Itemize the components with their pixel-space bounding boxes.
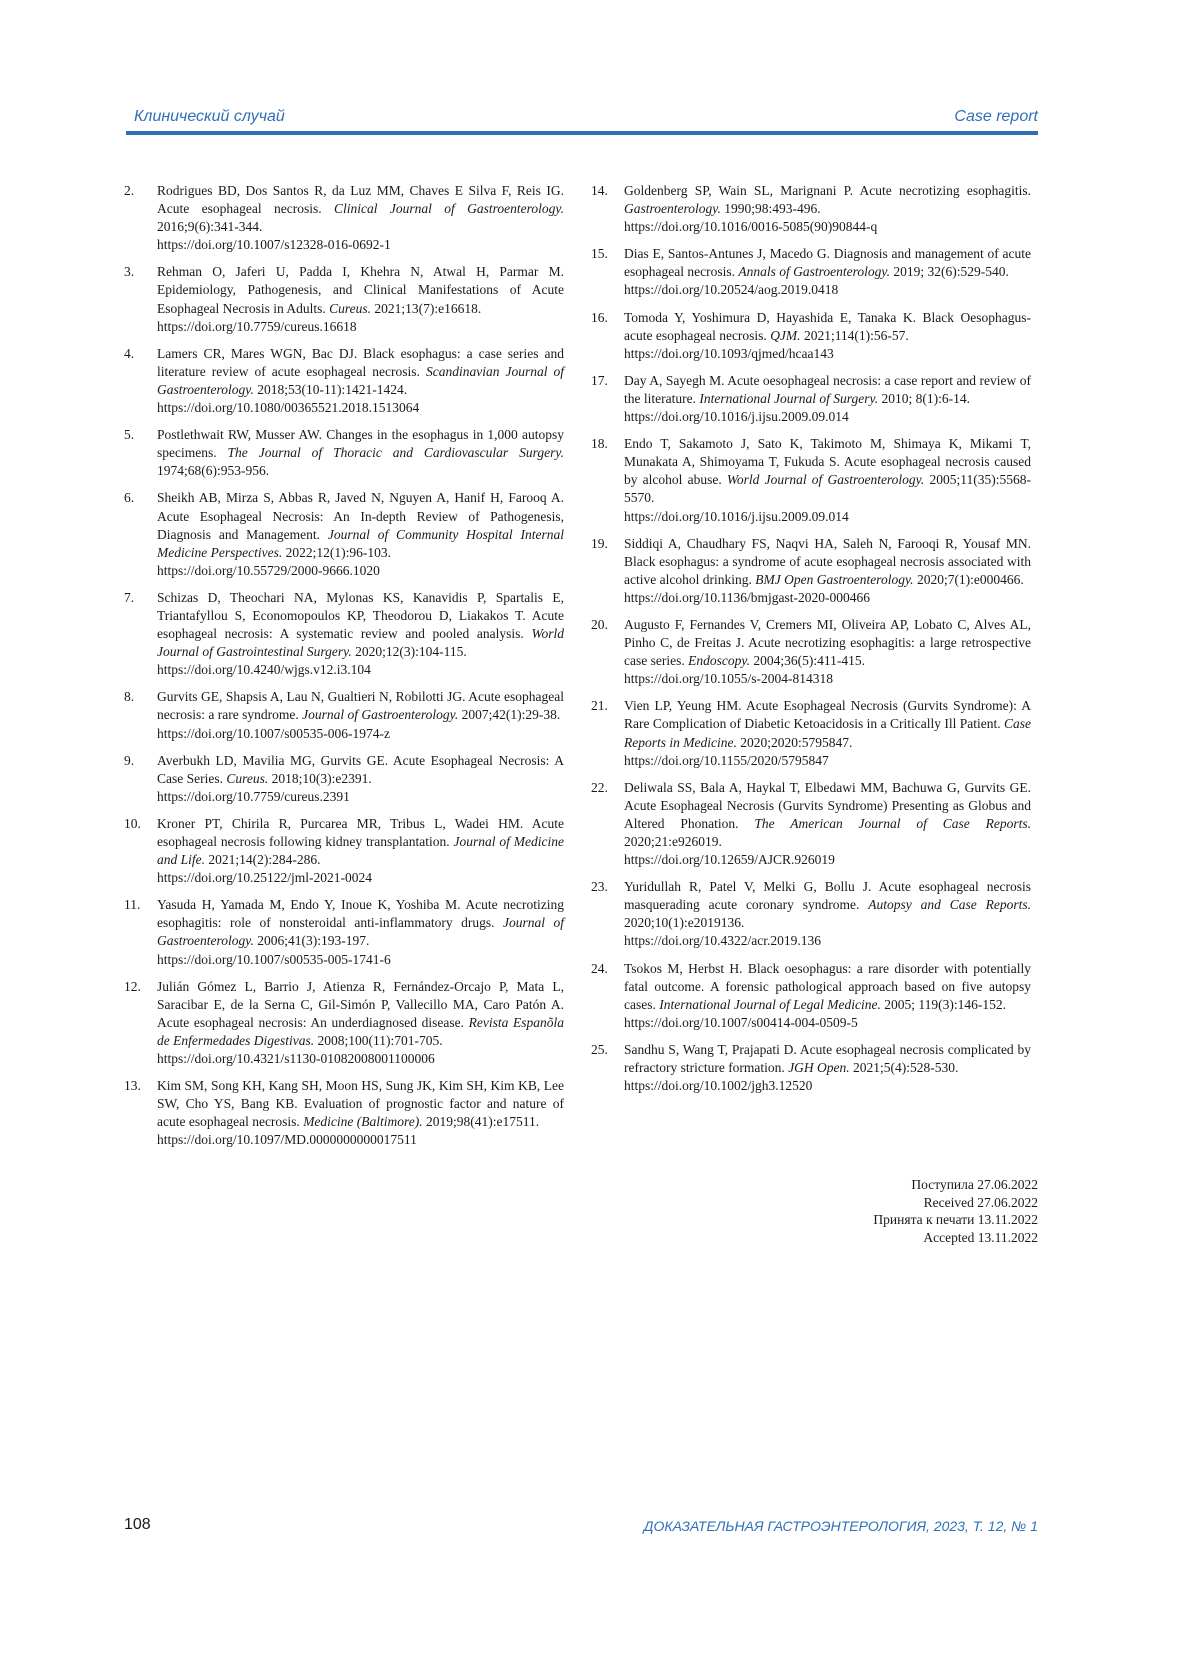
accepted-date-ru: Принята к печати 13.11.2022 (873, 1212, 1038, 1227)
reference-journal: QJM. (770, 327, 801, 343)
reference-year-volume: 2018;53(10-11):1421-1424. (253, 381, 408, 397)
reference-doi-link[interactable]: https://doi.org/10.7759/cureus.16618 (157, 318, 357, 334)
reference-text (624, 372, 1031, 426)
article-dates (873, 1176, 1038, 1246)
reference-authors-title: Sheikh AB, Mirza S, Abbas R, Javed N, Nguyen A, Hanif H, Farooq A. Acute Esophageal Necrosis: An In-depth Review of Pathogenesis, Diagnosis and Management. (157, 490, 564, 542)
reference-doi-link[interactable]: https://doi.org/10.1016/j.ijsu.2009.09.014 (624, 508, 849, 524)
reference-year-volume: 2008;100(11):701-705. (314, 1032, 443, 1048)
reference-number: 23. (591, 879, 608, 895)
reference-text (157, 896, 564, 968)
reference-text (624, 779, 1031, 869)
reference-number: 5. (124, 427, 135, 443)
reference-number: 24. (591, 960, 608, 976)
reference-number: 10. (124, 815, 141, 831)
reference-year-volume: 2020;2020:5795847. (736, 734, 853, 750)
reference-text (157, 426, 564, 480)
reference-item (591, 878, 1031, 950)
reference-number: 14. (591, 183, 608, 198)
reference-authors-title: Kim SM, Song KH, Kang SH, Moon HS, Sung JK, Kim SH, Kim KB, Lee SW, Cho YS, Bang KB. Evaluation of prognostic factor and nature of acute esophageal necrosis. (157, 1078, 564, 1130)
reference-text (157, 182, 564, 254)
reference-authors-title: Kroner PT, Chirila R, Purcarea MR, Tribus L, Wadei HM. Acute esophageal necrosis following kidney transplantation. (157, 815, 564, 849)
reference-journal: Annals of Gastroenterology. (738, 264, 890, 280)
reference-authors-title: Sandhu S, Wang T, Prajapati D. Acute esophageal necrosis complicated by refractory stricture formation. (624, 1041, 1031, 1076)
reference-year-volume: 2020;12(3):104-115. (351, 644, 467, 660)
reference-text (157, 978, 564, 1068)
reference-item (124, 589, 564, 679)
reference-item (124, 978, 564, 1068)
reference-item (124, 815, 564, 887)
reference-journal: Journal of Gastroenterology. (302, 707, 459, 723)
reference-item (124, 688, 564, 742)
reference-year-volume: 2010; 8(1):6-14. (878, 390, 970, 406)
reference-number: 7. (124, 589, 135, 605)
reference-authors-title: Siddiqi A, Chaudhary FS, Naqvi HA, Saleh N, Farooqi R, Yousaf MN. Black esophagus: a syndrome of acute esophageal necrosis associated with active alcohol drinking. (624, 535, 1031, 587)
reference-text (157, 489, 564, 579)
reference-doi-link[interactable]: https://doi.org/10.55729/2000-9666.1020 (157, 562, 380, 578)
reference-number: 25. (591, 1041, 608, 1057)
reference-authors-title: Averbukh LD, Mavilia MG, Gurvits GE. Acute Esophageal Necrosis: A Case Series. (157, 752, 564, 786)
reference-doi-link[interactable]: https://doi.org/10.4240/wjgs.v12.i3.104 (157, 662, 371, 678)
reference-doi-link[interactable]: https://doi.org/10.1007/s00535-005-1741-6 (157, 951, 391, 967)
references-column-right (591, 182, 1031, 1104)
received-date-ru: Поступила 27.06.2022 (911, 1177, 1038, 1192)
section-label-ru: Клинический случай (134, 108, 285, 125)
reference-doi-link[interactable]: https://doi.org/10.1080/00365521.2018.1513064 (157, 400, 420, 416)
reference-item (124, 896, 564, 968)
reference-journal: JGH Open. (788, 1060, 850, 1076)
reference-journal: International Journal of Legal Medicine. (659, 996, 881, 1012)
reference-text (157, 815, 564, 887)
reference-year-volume: 2021;14(2):284-286. (205, 852, 321, 868)
reference-journal: World Journal of Gastroenterology. (726, 472, 925, 488)
reference-doi-link[interactable]: https://doi.org/10.1007/s12328-016-0692-1 (157, 237, 391, 253)
reference-authors-title: Lamers CR, Mares WGN, Bac DJ. Black esophagus: a case series and literature review of acute esophageal necrosis. (157, 345, 564, 379)
reference-year-volume: 2019;98(41):e17511. (422, 1114, 540, 1130)
reference-item (591, 779, 1031, 869)
reference-year-volume: 2016;9(6):341-344. (157, 219, 263, 235)
reference-number: 15. (591, 246, 608, 262)
reference-year-volume: 2019; 32(6):529-540. (889, 264, 1009, 280)
reference-journal: The American Journal of Case Reports. (754, 815, 1032, 831)
reference-year-volume: 2020;10(1):e2019136. (624, 915, 745, 931)
accepted-date-en: Accepted 13.11.2022 (923, 1229, 1038, 1245)
reference-item (591, 535, 1031, 607)
reference-item (591, 960, 1031, 1032)
reference-year-volume: 2018;10(3):e2391. (268, 770, 372, 786)
reference-doi-link[interactable]: https://doi.org/10.1007/s00535-006-1974-z (157, 725, 390, 741)
reference-year-volume: 2006;41(3):193-197. (253, 933, 370, 949)
reference-doi-link[interactable]: https://doi.org/10.1155/2020/5795847 (624, 752, 829, 768)
reference-text (624, 697, 1031, 769)
reference-item (124, 345, 564, 417)
reference-text (624, 435, 1031, 525)
reference-doi-link[interactable]: https://doi.org/10.1093/qjmed/hcaa143 (624, 345, 834, 361)
reference-text (624, 309, 1031, 363)
reference-item (591, 245, 1031, 299)
reference-doi-link[interactable]: https://doi.org/10.1007/s00414-004-0509-5 (624, 1014, 858, 1030)
reference-journal: Clinical Journal of Gastroenterology. (333, 201, 564, 217)
reference-authors-title: Dias E, Santos-Antunes J, Macedo G. Diagnosis and management of acute esophageal necrosis. (624, 246, 1031, 280)
reference-text (157, 688, 564, 742)
reference-journal: Medicine (Baltimore). (303, 1114, 423, 1130)
section-label-en: Case report (954, 108, 1038, 125)
reference-journal: Autopsy and Case Reports. (868, 897, 1032, 913)
reference-year-volume: 2021;5(4):528-530. (849, 1060, 959, 1076)
reference-authors-title: Endo T, Sakamoto J, Sato K, Takimoto M, Shimaya K, Mikami T, Munakata A, Shimoyama T, Fukuda S. Acute esophageal necrosis caused by alcohol abuse. (624, 436, 1031, 488)
reference-item (591, 697, 1031, 769)
reference-item (591, 1041, 1031, 1095)
reference-journal: Journal of Community Hospital Internal Medicine Perspectives. (157, 526, 564, 560)
reference-number: 3. (124, 264, 135, 280)
reference-text (624, 616, 1031, 688)
reference-authors-title: Vien LP, Yeung HM. Acute Esophageal Necrosis (Gurvits Syndrome): A Rare Complication of Diabetic Ketoacidosis in a Critically Ill Patient. (624, 698, 1031, 732)
reference-authors-title: Deliwala SS, Bala A, Haykal T, Elbedawi MM, Bachuwa G, Gurvits GE. Acute Esophageal Necrosis (Gurvits Syndrome) Presenting as Globus and Altered Phonation. (624, 779, 1031, 831)
reference-journal: Journal of Medicine and Life. (157, 834, 564, 868)
reference-year-volume: 2021;114(1):56-57. (800, 327, 909, 343)
reference-authors-title: Gurvits GE, Shapsis A, Lau N, Gualtieri N, Robilotti JG. Acute esophageal necrosis: a rare syndrome. (157, 689, 564, 723)
reference-year-volume: 1990;98:493-496. (720, 201, 821, 217)
reference-journal: Cureus. (329, 300, 371, 316)
reference-item (591, 372, 1031, 426)
reference-item (124, 426, 564, 480)
journal-title: ДОКАЗАТЕЛЬНАЯ ГАСТРОЭНТЕРОЛОГИЯ, 2023, Т. 12, № 1 (643, 1518, 1038, 1534)
reference-number: 19. (591, 535, 608, 551)
reference-doi-link[interactable]: https://doi.org/10.1016/j.ijsu.2009.09.014 (624, 409, 849, 425)
reference-journal: Journal of Gastroenterology. (157, 915, 565, 949)
reference-number: 9. (124, 752, 135, 768)
reference-item (591, 435, 1031, 525)
reference-number: 18. (591, 436, 608, 452)
reference-text (624, 182, 1031, 236)
reference-doi-link[interactable]: https://doi.org/10.1097/MD.0000000000017511 (157, 1132, 417, 1148)
reference-authors-title: Rodrigues BD, Dos Santos R, da Luz MM, Chaves E Silva F, Reis IG. Acute esophageal necrosis. (157, 183, 564, 217)
reference-authors-title: Yasuda H, Yamada M, Endo Y, Inoue K, Yoshiba M. Acute necrotizing esophagitis: role of nonsteroidal anti-inflammatory drugs. (157, 897, 564, 931)
reference-journal: World Journal of Gastrointestinal Surgery. (157, 626, 564, 660)
reference-doi-link[interactable]: https://doi.org/10.7759/cureus.2391 (157, 788, 350, 804)
reference-number: 21. (591, 698, 608, 714)
reference-item (124, 489, 564, 579)
reference-number: 16. (591, 309, 608, 325)
reference-doi-link[interactable]: https://doi.org/10.1136/bmjgast-2020-000466 (624, 589, 870, 605)
reference-year-volume: 2005;11(35):5568-5570. (624, 472, 1031, 506)
reference-number: 12. (124, 978, 141, 994)
reference-authors-title: Yuridullah R, Patel V, Melki G, Bollu J. Acute esophageal necrosis masquerading acute coronary syndrome. (624, 879, 1031, 913)
reference-text (157, 263, 564, 335)
reference-item (124, 1077, 564, 1149)
reference-doi-link[interactable]: https://doi.org/10.1002/jgh3.12520 (624, 1078, 813, 1094)
reference-number: 22. (591, 779, 608, 795)
reference-year-volume: 2004;36(5):411-415. (749, 653, 865, 669)
reference-journal: Case Reports in Medicine. (624, 716, 1031, 750)
reference-authors-title: Julián Gómez L, Barrio J, Atienza R, Fernández-Orcajo P, Mata L, Saracibar E, de la Serna C, Gil-Simón P, Vallecillo MA, Caro Patón A. Acute esophageal necrosis: An underdiagnosed disease. (157, 978, 564, 1030)
reference-number: 6. (124, 490, 135, 506)
reference-text (624, 1041, 1031, 1095)
reference-journal: Endoscopy. (688, 653, 750, 669)
reference-authors-title: Schizas D, Theochari NA, Mylonas KS, Kanavidis P, Spartalis E, Triantafyllou S, Economopoulos KP, Theodorou D, Liakakos T. Acute esophageal necrosis: A systematic review and pooled analysis. (157, 589, 564, 642)
reference-number: 4. (124, 345, 135, 361)
reference-item (591, 182, 1031, 236)
reference-journal: BMJ Open Gastroenterology. (755, 571, 914, 587)
reference-item (124, 263, 564, 335)
reference-journal: International Journal of Surgery. (699, 390, 879, 406)
reference-text (624, 960, 1031, 1032)
reference-number: 8. (124, 689, 135, 705)
reference-doi-link[interactable]: https://doi.org/10.12659/AJCR.926019 (624, 852, 835, 868)
page-number: 108 (124, 1516, 151, 1533)
reference-text (157, 589, 564, 679)
reference-authors-title: Goldenberg SP, Wain SL, Marignani P. Acute necrotizing esophagitis. (624, 183, 1031, 198)
reference-text (624, 878, 1031, 950)
reference-journal: Cureus. (226, 770, 269, 786)
reference-text (157, 752, 564, 806)
reference-journal: The Journal of Thoracic and Cardiovascular Surgery. (227, 445, 564, 461)
reference-authors-title: Tomoda Y, Yoshimura D, Hayashida E, Tanaka K. Black Oesophagus-acute esophageal necrosis. (624, 309, 1031, 343)
reference-number: 13. (124, 1078, 141, 1094)
reference-journal: Scandinavian Journal of Gastroenterology. (157, 363, 564, 397)
reference-doi-link[interactable]: https://doi.org/10.25122/jml-2021-0024 (157, 870, 373, 886)
reference-authors-title: Augusto F, Fernandes V, Cremers MI, Oliveira AP, Lobato C, Alves AL, Pinho C, de Freitas J. Acute necrotizing esophagitis: a large retrospective case series. (624, 616, 1031, 669)
reference-year-volume: 2022;12(1):96-103. (282, 544, 391, 560)
reference-year-volume: 1974;68(6):953-956. (157, 463, 270, 479)
reference-item (591, 309, 1031, 363)
reference-year-volume: 2007;42(1):29-38. (458, 707, 561, 723)
reference-item (591, 616, 1031, 688)
reference-text (157, 345, 564, 417)
received-date-en: Received 27.06.2022 (923, 1194, 1038, 1210)
reference-number: 17. (591, 372, 608, 388)
reference-number: 20. (591, 616, 608, 632)
reference-year-volume: 2020;7(1):e000466. (913, 571, 1024, 587)
references-column-left (124, 182, 564, 1159)
reference-year-volume: 2021;13(7):e16618. (371, 300, 482, 316)
reference-item (124, 182, 564, 254)
reference-authors-title: Day A, Sayegh M. Acute oesophageal necrosis: a case report and review of the literature. (624, 372, 1031, 406)
reference-doi-link[interactable]: https://doi.org/10.1016/0016-5085(90)90844-q (624, 219, 878, 235)
reference-year-volume: 2020;21:e926019. (624, 834, 722, 849)
reference-doi-link[interactable]: https://doi.org/10.4321/s1130-01082008001100006 (157, 1051, 435, 1067)
reference-text (624, 535, 1031, 607)
reference-number: 11. (124, 897, 141, 913)
reference-number: 2. (124, 183, 135, 198)
reference-year-volume: 2005; 119(3):146-152. (880, 996, 1006, 1012)
reference-authors-title: Tsokos M, Herbst H. Black oesophagus: a rare disorder with potentially fatal outcome. A forensic pathological approach based on five autopsy cases. (624, 960, 1031, 1012)
reference-text (624, 245, 1031, 299)
reference-doi-link[interactable]: https://doi.org/10.4322/acr.2019.136 (624, 933, 821, 949)
reference-authors-title: Rehman O, Jaferi U, Padda I, Khehra N, Atwal H, Parmar M. Epidemiology, Pathogenesis, and Clinical Manifestations of Acute Esophageal Necrosis in Adults. (157, 264, 564, 316)
reference-journal: Gastroenterology. (624, 201, 721, 217)
reference-authors-title: Postlethwait RW, Musser AW. Changes in the esophagus in 1,000 autopsy specimens. (157, 427, 564, 461)
reference-item (124, 752, 564, 806)
reference-journal: Revista Espanõla de Enfermedades Digestivas. (157, 1014, 564, 1048)
reference-text (157, 1077, 564, 1149)
header-divider (126, 131, 1038, 135)
reference-doi-link[interactable]: https://doi.org/10.20524/aog.2019.0418 (624, 282, 839, 298)
reference-doi-link[interactable]: https://doi.org/10.1055/s-2004-814318 (624, 671, 834, 687)
